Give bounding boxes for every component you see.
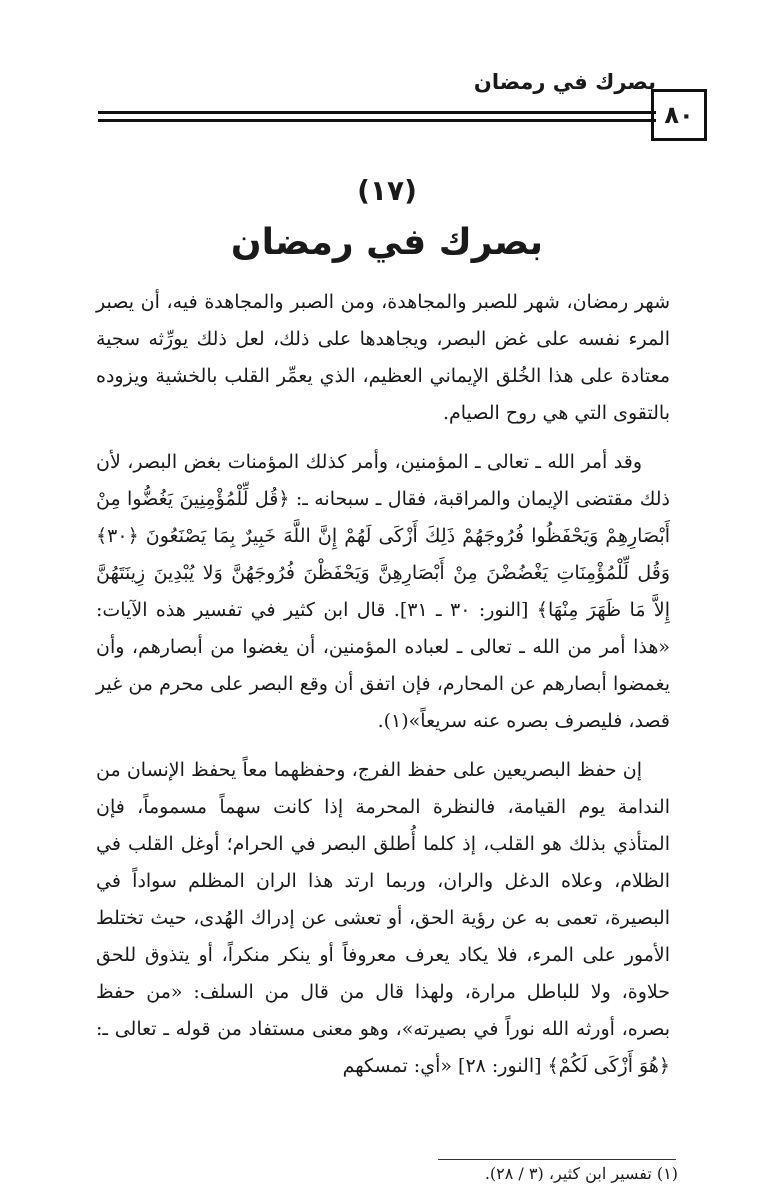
paragraph-3: إن حفظ البصريعين على حفظ الفرج، وحفظهما معاً يحفظ الإنسان من الندامة يوم القيامة، فالنظرة المحرمة إذا كانت سهماً مسموماً، فإن المتأذي بذلك هو القلب، إذ كلما أُطلق البصر في الحرام؛ أوغل القلب في الظلام، وعلاه الدغل والران، وربما ارتد هذا الران المظلم سواداً في البصيرة، تعمى به عن رؤية الحق، أو تعشى عن إدراك الهُدى، حيث تختلط الأمور على المرء، فلا يكاد يعرف معروفاً أو ينكر منكراً، أو يتذوق للحق حلاوة، ولا للباطل مرارة، ولهذا قال من قال من السلف: «من حفظ بصره، أورثه الله نوراً في بصيرته»، وهو معنى مستفاد من قوله ـ تعالى ـ: ﴿هُوَ أَزْكَى لَكُمْ﴾ [النور: ٢٨] «أي: تمسكهم xyxy=(96,759,670,1077)
header-rule-thin xyxy=(98,111,656,114)
paragraph-2: وقد أمر الله ـ تعالى ـ المؤمنين، وأمر كذلك المؤمنات بغض البصر، لأن ذلك مقتضى الإيمان والمراقبة، فقال ـ سبحانه ـ: ﴿قُل لِّلْمُؤْمِنِينَ يَغُضُّوا مِنْ أَبْصَارِهِمْ وَيَحْفَظُوا فُرُوجَهُمْ ذَلِكَ أَزْكَى لَهُمْ إِنَّ اللَّهَ خَبِيرٌ بِمَا يَصْنَعُونَ ﴿٣٠﴾ وَقُل لِّلْمُؤْمِنَاتِ يَغْضُضْنَ مِنْ أَبْصَارِهِنَّ وَيَحْفَظْنَ فُرُوجَهُنَّ وَلا يُبْدِينَ زِينَتَهُنَّ إِلاَّ مَا ظَهَرَ مِنْهَا﴾ [النور: ٣٠ ـ ٣١]. قال ابن كثير في تفسير هذه الآيات: «هذا أمر من الله ـ تعالى ـ لعباده المؤمنين، أن يغضوا من أبصارهم، وأن يغمضوا أبصارهم عن المحارم، فإن اتفق أن وقع البصر على محرم من غير قصد، فليصرف بصره عنه سريعاً»(١). xyxy=(96,451,670,732)
footnote: (١) تفسير ابن كثير، (٣ / ٢٨). xyxy=(484,1164,678,1183)
header-rule-thick xyxy=(98,119,656,122)
running-title: بصرك في رمضان xyxy=(473,70,656,94)
paragraph-1: شهر رمضان، شهر للصبر والمجاهدة، ومن الصبر والمجاهدة فيه، أن يصبر المرء نفسه على غض البصر، ويجاهدها على ذلك، لعل ذلك يورِّثه سجية معتادة على هذا الخُلق الإيماني العظيم، الذي يعمِّر القلب بالخشية ويزوده بالتقوى التي هي روح الصيام. xyxy=(96,291,670,424)
chapter-title: بصرك في رمضان xyxy=(230,222,544,263)
body-text xyxy=(96,284,670,1097)
footnote-rule xyxy=(438,1159,676,1160)
page-number: ٨٠ xyxy=(651,89,707,141)
chapter-number: (١٧) xyxy=(357,174,417,207)
